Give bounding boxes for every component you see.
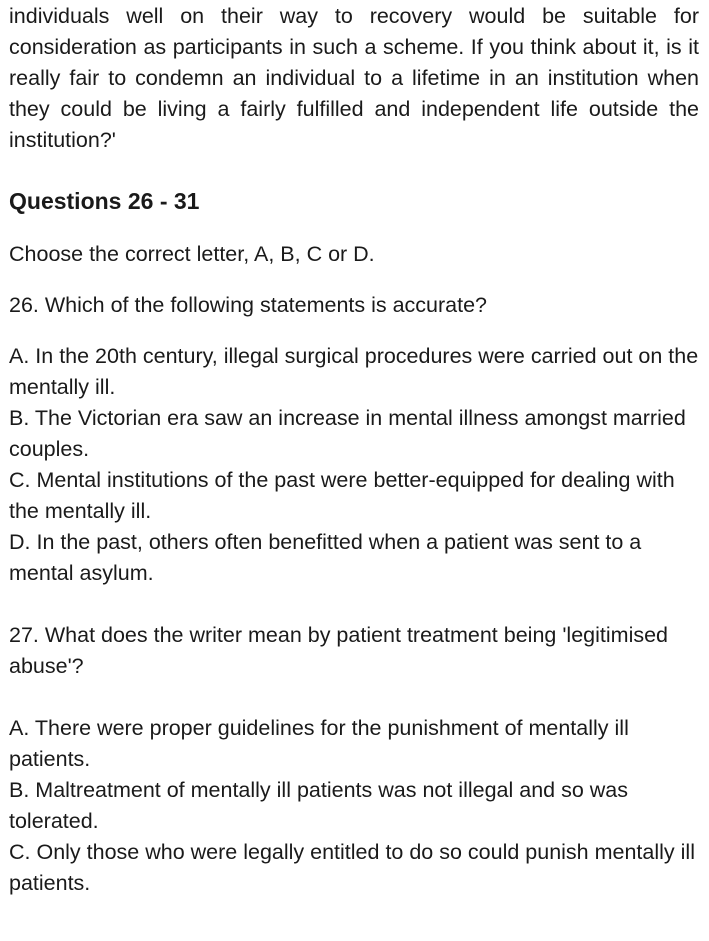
option-item: A. In the 20th century, illegal surgical procedures were carried out on the mentally ill.: [9, 344, 699, 399]
option-item: A. There were proper guidelines for the punishment of mentally ill patients.: [9, 716, 629, 771]
option-item: B. The Victorian era saw an increase in mental illness amongst married couples.: [9, 406, 686, 461]
option-item: C. Only those who were legally entitled to do so could punish mentally ill patients.: [9, 840, 695, 895]
question-27-stem: 27. What does the writer mean by patient treatment being 'legitimised abuse'?: [9, 623, 669, 678]
question-27-options: [9, 713, 699, 899]
questions-heading: Questions 26 - 31: [9, 188, 200, 214]
passage-paragraph: individuals well on their way to recovery would be suitable for consideration as participants in such a scheme. If you think about it, is it really fair to condemn an individual to a lifetime in an institution when they could be living a fairly fulfilled and independent life outside the institution?': [9, 4, 699, 152]
instruction-text: Choose the correct letter, A, B, C or D.: [9, 242, 375, 266]
option-item: B. Maltreatment of mentally ill patients was not illegal and so was tolerated.: [9, 778, 629, 833]
question-26-stem: 26. Which of the following statements is accurate?: [9, 293, 488, 317]
option-item: D. In the past, others often benefitted when a patient was sent to a mental asylum.: [9, 530, 642, 585]
option-item: C. Mental institutions of the past were better-equipped for dealing with the mentally ill.: [9, 468, 675, 523]
question-26-options: [9, 341, 699, 589]
